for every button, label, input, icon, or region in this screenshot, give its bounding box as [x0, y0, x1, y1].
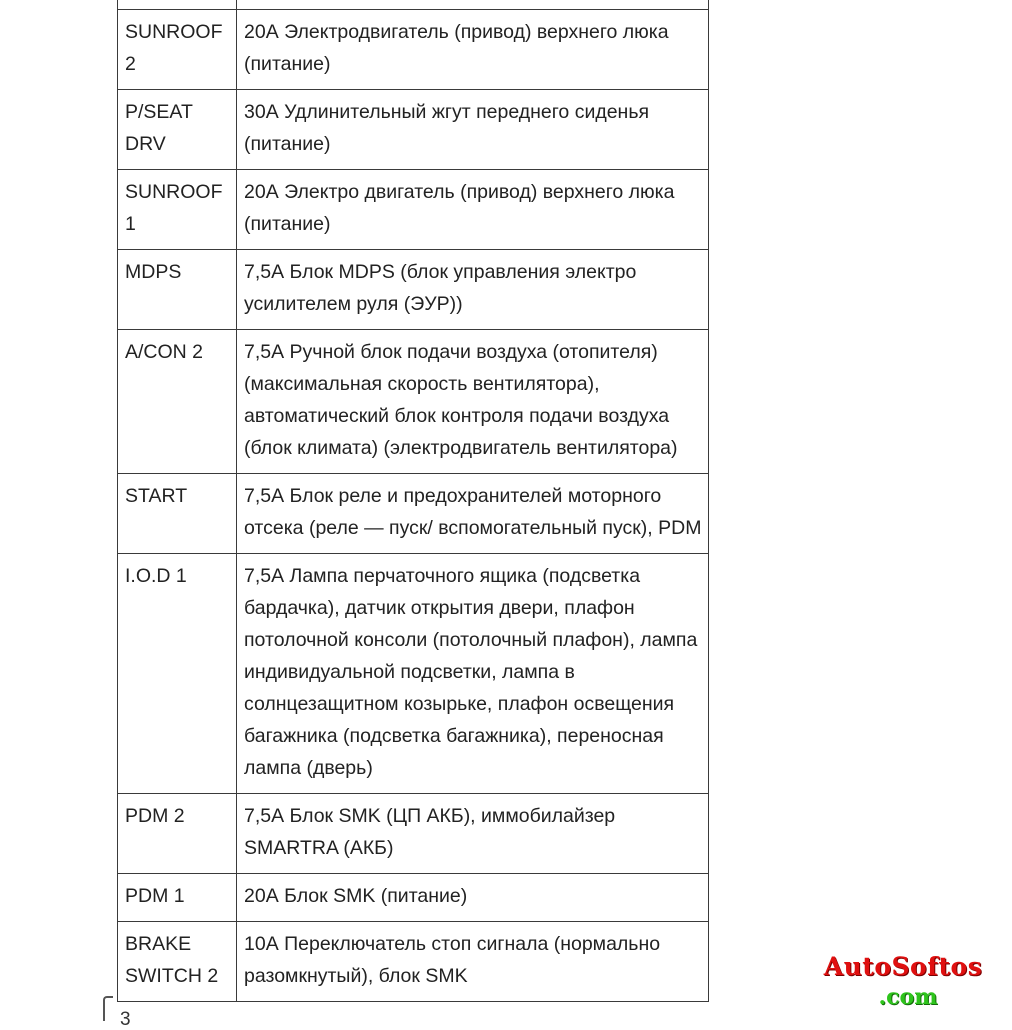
table-row	[118, 922, 709, 1002]
fuse-description-cell: 7,5А Блок SMK (ЦП АКБ), иммобилайзер SMARTRA (АКБ)	[237, 794, 709, 874]
fuse-table	[117, 0, 709, 1002]
fuse-name-cell: BRAKE SWITCH 2	[118, 922, 237, 1002]
fuse-description-cell: 20А Блок SMK (питание)	[237, 874, 709, 922]
table-row	[118, 170, 709, 250]
table-row	[118, 330, 709, 474]
table-row	[118, 474, 709, 554]
table-row	[118, 794, 709, 874]
table-row	[118, 90, 709, 170]
next-block-text-fragment: 3	[120, 1009, 131, 1030]
fuse-description-cell: 20А Электро двигатель (привод) верхнего люка (питание)	[237, 170, 709, 250]
table-row	[118, 554, 709, 794]
fuse-name-cell: P/SEAT DRV	[118, 90, 237, 170]
fuse-description-cell: 7,5А Ручной блок подачи воздуха (отопителя) (максимальная скорость вентилятора), автоматический блок контроля подачи воздуха (блок климата) (электродвигатель вентилятора)	[237, 330, 709, 474]
watermark-brand: AutoSoftos	[823, 952, 983, 981]
fuse-name-cell: SUNROOF 1	[118, 170, 237, 250]
fuse-description-cell: 7,5А Блок MDPS (блок управления электро усилителем руля (ЭУР))	[237, 250, 709, 330]
fuse-name-cell: SUNROOF 2	[118, 10, 237, 90]
fuse-name-cell: A/CON 2	[118, 330, 237, 474]
table-row	[118, 10, 709, 90]
fuse-description-cell: 7,5А Лампа перчаточного ящика (подсветка бардачка), датчик открытия двери, плафон потолочной консоли (потолочный плафон), лампа индивидуальной подсветки, лампа в солнцезащитном козырьке, плафон освещения багажника (подсветка багажника), переносная лампа (дверь)	[237, 554, 709, 794]
fuse-name-cell: PDM 2	[118, 794, 237, 874]
fuse-name-cell: MDPS	[118, 250, 237, 330]
fuse-name-cell: I.O.D 1	[118, 554, 237, 794]
table-row	[118, 250, 709, 330]
fuse-description-cell: 10А Переключатель стоп сигнала (нормально разомкнутый), блок SMK	[237, 922, 709, 1002]
fuse-name-cell: PDM 1	[118, 874, 237, 922]
watermark-logo	[808, 952, 998, 1012]
fuse-description-cell: 20А Электродвигатель (привод) верхнего люка (питание)	[237, 10, 709, 90]
fuse-description-cell: 30А Удлинительный жгут переднего сиденья (питание)	[237, 90, 709, 170]
fuse-table-container	[117, 0, 709, 1002]
fuse-name-cell: START	[118, 474, 237, 554]
next-block-border	[103, 996, 113, 1021]
table-row	[118, 874, 709, 922]
watermark-domain: .com	[878, 984, 938, 1010]
table-row-cut-off	[118, 0, 709, 10]
fuse-description-cell: 7,5А Блок реле и предохранителей моторного отсека (реле — пуск/ вспомогательный пуск), PDM	[237, 474, 709, 554]
